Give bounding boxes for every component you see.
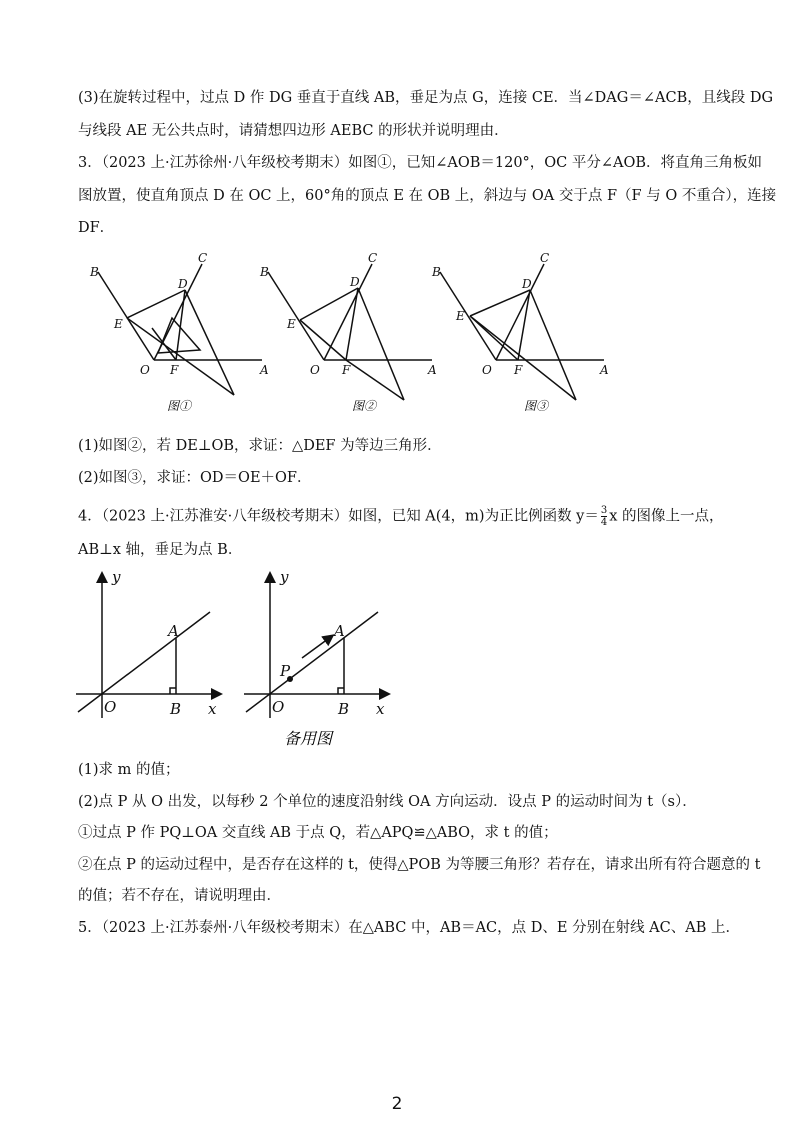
page-number: 2 xyxy=(391,1094,403,1114)
fraction xyxy=(601,505,607,528)
text-line: 与线段 AE 无公共点时，请猜想四边形 AEBC 的形状并说明理由． xyxy=(78,123,509,139)
point-label-d: D xyxy=(178,277,188,291)
fraction-numerator: 3 xyxy=(600,505,608,516)
point-label-c: C xyxy=(540,251,550,265)
text-span: 4．（2023 上·江苏淮安·八年级校考期末）如图，已知 A(4，m)为正比例函数 y＝ xyxy=(78,508,599,525)
problem-5-heading: 5．（2023 上·江苏泰州·八年级校考期末）在△ABC 中，AB＝AC，点 D、E 分别在射线 AC、AB 上． xyxy=(78,920,740,936)
point-label-b: B xyxy=(432,265,441,279)
point-label-e: E xyxy=(456,309,465,323)
point-label-o: O xyxy=(140,363,150,377)
axis-label-x: x xyxy=(376,700,385,718)
text-line: (2)如图③，求证：OD＝OE＋OF． xyxy=(78,470,312,486)
figure-caption: 图① xyxy=(166,399,192,413)
coordinate-figure-2 xyxy=(238,568,398,758)
point-label-o: O xyxy=(104,698,117,716)
geometry-figure-3 xyxy=(426,250,626,420)
point-label-a: A xyxy=(260,363,269,377)
point-label-e: E xyxy=(287,317,296,331)
figure-caption: 图③ xyxy=(523,399,549,413)
point-label-a: A xyxy=(168,622,179,640)
coordinate-figure-1 xyxy=(70,568,230,728)
point-label-a: A xyxy=(600,363,609,377)
point-label-c: C xyxy=(368,251,378,265)
point-label-o: O xyxy=(272,698,285,716)
text-line: (1)如图②，若 DE⊥OB，求证：△DEF 为等边三角形． xyxy=(78,438,442,454)
point-label-b: B xyxy=(170,700,182,718)
point-label-o: O xyxy=(310,363,320,377)
text-line: (1)求 m 的值； xyxy=(78,762,180,778)
point-label-d: D xyxy=(350,275,360,289)
point-label-f: F xyxy=(342,363,351,377)
figure-caption: 备用图 xyxy=(283,729,333,748)
point-label-a: A xyxy=(334,622,345,640)
point-label-p: P xyxy=(280,662,291,680)
point-label-d: D xyxy=(522,277,532,291)
point-label-f: F xyxy=(514,363,523,377)
point-label-f: F xyxy=(170,363,179,377)
text-line: DF． xyxy=(78,220,115,236)
geometry-figure-2 xyxy=(254,250,454,420)
axis-label-x: x xyxy=(208,700,217,718)
text-line: ②在点 P 的运动过程中，是否存在这样的 t，使得△POB 为等腰三角形？若存在，请求出所有符合题意的 t xyxy=(78,857,761,873)
axis-label-y: y xyxy=(280,568,289,586)
point-label-b: B xyxy=(90,265,99,279)
text-line: ①过点 P 作 PQ⊥OA 交直线 AB 于点 Q，若△APQ≌△ABO，求 t 的值； xyxy=(78,825,558,841)
fraction-denominator: 4 xyxy=(600,517,608,528)
point-label-b: B xyxy=(260,265,269,279)
axis-label-y: y xyxy=(112,568,121,586)
point-label-e: E xyxy=(114,317,123,331)
point-label-a: A xyxy=(428,363,437,377)
problem-3-heading: 3．（2023 上·江苏徐州·八年级校考期末）如图①，已知∠AOB＝120°，OC 平分∠AOB．将直角三角板如 xyxy=(78,155,763,171)
text-span: x 的图像上一点， xyxy=(609,508,724,525)
figure-caption: 图② xyxy=(351,399,377,413)
text-line: AB⊥x 轴，垂足为点 B． xyxy=(78,542,243,558)
text-line: 的值；若不存在，请说明理由． xyxy=(78,888,281,904)
text-line: (2)点 P 从 O 出发，以每秒 2 个单位的速度沿射线 OA 方向运动．设点 P 的运动时间为 t（s）． xyxy=(78,794,697,810)
point-label-c: C xyxy=(198,251,208,265)
text-line: (3)在旋转过程中，过点 D 作 DG 垂直于直线 AB，垂足为点 G，连接 CE．当∠DAG＝∠ACB，且线段 DG xyxy=(78,90,774,106)
problem-4-heading xyxy=(78,505,724,528)
point-label-b: B xyxy=(338,700,350,718)
point-label-o: O xyxy=(482,363,492,377)
text-line: 图放置，使直角顶点 D 在 OC 上，60°角的顶点 E 在 OB 上，斜边与 OA 交于点 F（F 与 O 不重合），连接 xyxy=(78,188,777,204)
